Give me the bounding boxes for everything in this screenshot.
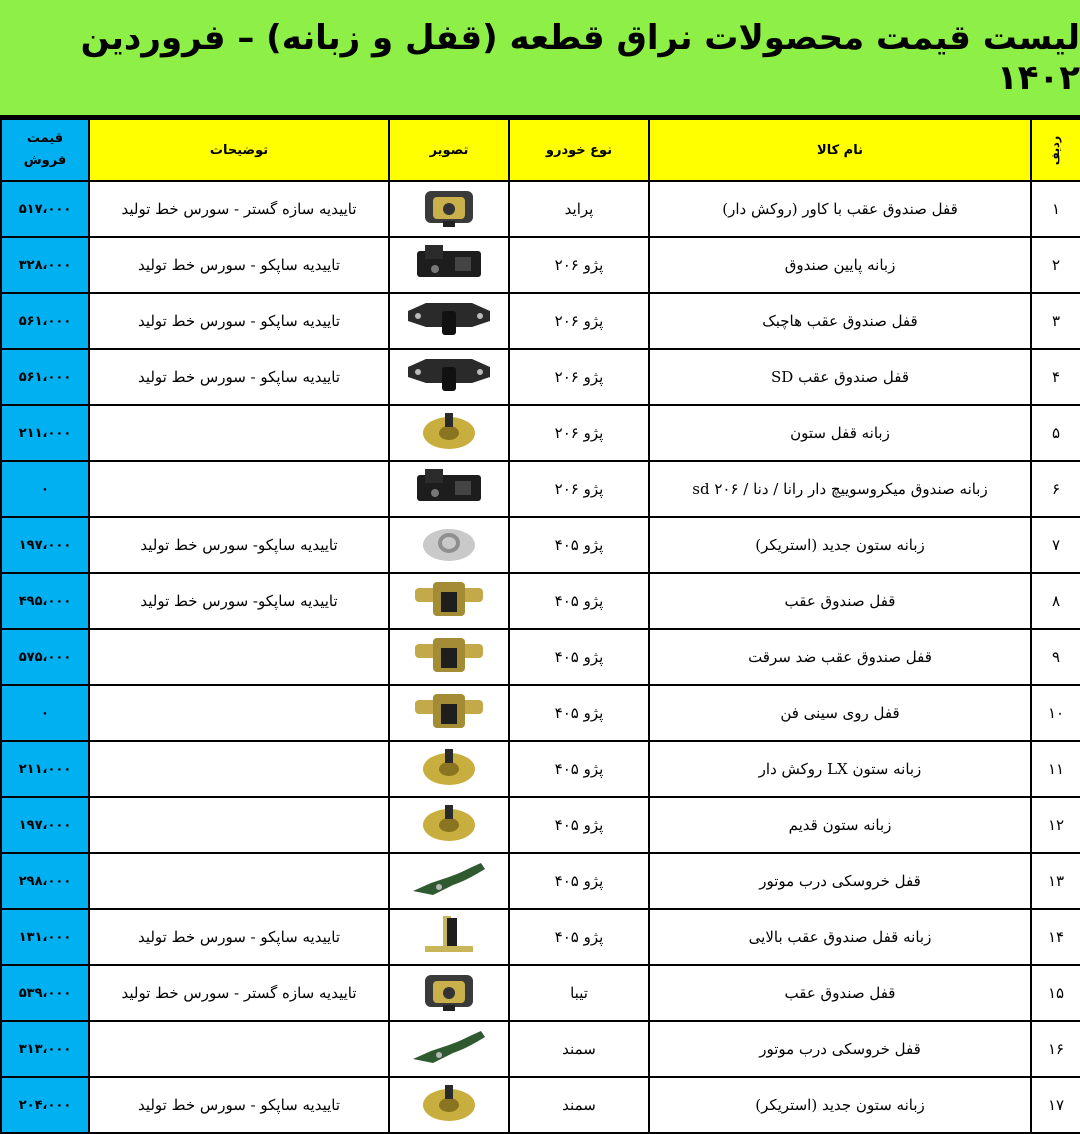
product-image bbox=[389, 1021, 509, 1077]
product-name: قفل صندوق عقب SD bbox=[649, 349, 1031, 405]
table-row bbox=[1, 461, 1080, 517]
silver-striker-icon bbox=[419, 521, 479, 569]
vehicle-type: پژو ۴۰۵ bbox=[509, 797, 649, 853]
product-notes bbox=[89, 461, 389, 517]
table-row bbox=[1, 405, 1080, 461]
row-index: ۷ bbox=[1031, 517, 1080, 573]
product-image bbox=[389, 685, 509, 741]
product-notes bbox=[89, 797, 389, 853]
vehicle-type: پژو ۴۰۵ bbox=[509, 909, 649, 965]
product-notes: تاییدیه سازه گستر - سورس خط تولید bbox=[89, 181, 389, 237]
product-name: زبانه صندوق میکروسوییچ دار رانا / دنا / ۲۰۶ sd bbox=[649, 461, 1031, 517]
table-row bbox=[1, 573, 1080, 629]
row-index: ۱۲ bbox=[1031, 797, 1080, 853]
product-name: قفل صندوق عقب bbox=[649, 965, 1031, 1021]
product-name: زبانه قفل ستون bbox=[649, 405, 1031, 461]
product-price: ۲۱۱،۰۰۰ bbox=[1, 405, 89, 461]
product-price: ۱۹۷،۰۰۰ bbox=[1, 797, 89, 853]
table-row bbox=[1, 181, 1080, 237]
vehicle-type: پراید bbox=[509, 181, 649, 237]
product-price: ۲۱۱،۰۰۰ bbox=[1, 741, 89, 797]
header-notes: توضیحات bbox=[89, 119, 389, 181]
header-name: نام کالا bbox=[649, 119, 1031, 181]
header-index: ردیف bbox=[1031, 119, 1080, 181]
row-index: ۹ bbox=[1031, 629, 1080, 685]
product-notes bbox=[89, 1021, 389, 1077]
row-index: ۱۱ bbox=[1031, 741, 1080, 797]
black-lock-plate-icon bbox=[404, 297, 494, 345]
table-row bbox=[1, 293, 1080, 349]
product-price: ۳۱۳،۰۰۰ bbox=[1, 1021, 89, 1077]
product-notes bbox=[89, 685, 389, 741]
product-image bbox=[389, 181, 509, 237]
vehicle-type: پژو ۲۰۶ bbox=[509, 405, 649, 461]
product-image bbox=[389, 405, 509, 461]
product-name: زبانه قفل صندوق عقب بالایی bbox=[649, 909, 1031, 965]
product-notes: تاییدیه ساپکو- سورس خط تولید bbox=[89, 517, 389, 573]
page-title: لیست قیمت محصولات نراق قطعه (قفل و زبانه) – فروردین ۱۴۰۲ bbox=[80, 17, 1080, 98]
price-table bbox=[0, 118, 1080, 1134]
product-price: ۳۲۸،۰۰۰ bbox=[1, 237, 89, 293]
product-name: قفل صندوق عقب ضد سرقت bbox=[649, 629, 1031, 685]
product-image bbox=[389, 853, 509, 909]
vehicle-type: پژو ۴۰۵ bbox=[509, 517, 649, 573]
product-price: ۵۷۵،۰۰۰ bbox=[1, 629, 89, 685]
product-price: ۵۶۱،۰۰۰ bbox=[1, 293, 89, 349]
table-row bbox=[1, 909, 1080, 965]
vehicle-type: تیبا bbox=[509, 965, 649, 1021]
row-index: ۴ bbox=[1031, 349, 1080, 405]
vehicle-type: سمند bbox=[509, 1077, 649, 1133]
product-name: زبانه ستون جدید (استریکر) bbox=[649, 517, 1031, 573]
product-price: ۱۳۱،۰۰۰ bbox=[1, 909, 89, 965]
row-index: ۱۰ bbox=[1031, 685, 1080, 741]
table-row bbox=[1, 741, 1080, 797]
green-hook-icon bbox=[409, 1025, 489, 1073]
product-name: قفل صندوق عقب هاچبک bbox=[649, 293, 1031, 349]
product-name: زبانه پایین صندوق bbox=[649, 237, 1031, 293]
title-bar bbox=[0, 0, 1080, 118]
header-image: تصویر bbox=[389, 119, 509, 181]
gold-lock-icon bbox=[411, 576, 487, 626]
green-hook-icon bbox=[409, 857, 489, 905]
row-index: ۵ bbox=[1031, 405, 1080, 461]
table-row bbox=[1, 1021, 1080, 1077]
product-image bbox=[389, 965, 509, 1021]
product-notes: تاییدیه ساپکو - سورس خط تولید bbox=[89, 1077, 389, 1133]
bracket-icon bbox=[417, 912, 481, 962]
black-lock-plate-icon bbox=[404, 353, 494, 401]
row-index: ۱۵ bbox=[1031, 965, 1080, 1021]
row-index: ۶ bbox=[1031, 461, 1080, 517]
vehicle-type: سمند bbox=[509, 1021, 649, 1077]
product-price: ۲۰۴،۰۰۰ bbox=[1, 1077, 89, 1133]
product-notes: تاییدیه ساپکو - سورس خط تولید bbox=[89, 909, 389, 965]
product-image bbox=[389, 237, 509, 293]
row-index: ۸ bbox=[1031, 573, 1080, 629]
table-row bbox=[1, 349, 1080, 405]
product-image bbox=[389, 1077, 509, 1133]
gold-striker-icon bbox=[419, 745, 479, 793]
product-price: ۲۹۸،۰۰۰ bbox=[1, 853, 89, 909]
table-row bbox=[1, 797, 1080, 853]
vehicle-type: پژو ۲۰۶ bbox=[509, 237, 649, 293]
table-row bbox=[1, 517, 1080, 573]
lock-with-cover-icon bbox=[417, 185, 481, 233]
table-row bbox=[1, 965, 1080, 1021]
black-latch-icon bbox=[411, 465, 487, 513]
row-index: ۱ bbox=[1031, 181, 1080, 237]
vehicle-type: پژو ۴۰۵ bbox=[509, 685, 649, 741]
row-index: ۱۷ bbox=[1031, 1077, 1080, 1133]
product-name: قفل صندوق عقب bbox=[649, 573, 1031, 629]
gold-striker-icon bbox=[419, 801, 479, 849]
table-row bbox=[1, 629, 1080, 685]
product-name: قفل خروسکی درب موتور bbox=[649, 1021, 1031, 1077]
vehicle-type: پژو ۴۰۵ bbox=[509, 741, 649, 797]
product-price: ۰ bbox=[1, 461, 89, 517]
row-index: ۳ bbox=[1031, 293, 1080, 349]
vehicle-type: پژو ۴۰۵ bbox=[509, 629, 649, 685]
product-notes: تاییدیه سازه گستر - سورس خط تولید bbox=[89, 965, 389, 1021]
gold-lock-icon bbox=[411, 632, 487, 682]
row-index: ۲ bbox=[1031, 237, 1080, 293]
product-name: قفل خروسکی درب موتور bbox=[649, 853, 1031, 909]
product-image bbox=[389, 461, 509, 517]
row-index: ۱۴ bbox=[1031, 909, 1080, 965]
product-price: ۵۳۹،۰۰۰ bbox=[1, 965, 89, 1021]
product-image bbox=[389, 573, 509, 629]
product-image bbox=[389, 517, 509, 573]
product-image bbox=[389, 629, 509, 685]
product-name: قفل صندوق عقب با کاور (روکش دار) bbox=[649, 181, 1031, 237]
gold-striker-icon bbox=[419, 1081, 479, 1129]
product-notes: تاییدیه ساپکو - سورس خط تولید bbox=[89, 293, 389, 349]
header-vehicle: نوع خودرو bbox=[509, 119, 649, 181]
product-price: ۱۹۷،۰۰۰ bbox=[1, 517, 89, 573]
product-image bbox=[389, 797, 509, 853]
vehicle-type: پژو ۲۰۶ bbox=[509, 293, 649, 349]
product-notes bbox=[89, 405, 389, 461]
table-row bbox=[1, 237, 1080, 293]
row-index: ۱۶ bbox=[1031, 1021, 1080, 1077]
product-image bbox=[389, 741, 509, 797]
product-image bbox=[389, 909, 509, 965]
product-price: ۰ bbox=[1, 685, 89, 741]
black-latch-icon bbox=[411, 241, 487, 289]
gold-striker-icon bbox=[419, 409, 479, 457]
product-image bbox=[389, 349, 509, 405]
product-price: ۵۶۱،۰۰۰ bbox=[1, 349, 89, 405]
vehicle-type: پژو ۴۰۵ bbox=[509, 853, 649, 909]
product-image bbox=[389, 293, 509, 349]
table-row bbox=[1, 853, 1080, 909]
header-price: قیمت فروش bbox=[1, 119, 89, 181]
product-notes bbox=[89, 853, 389, 909]
product-price: ۵۱۷،۰۰۰ bbox=[1, 181, 89, 237]
product-name: زبانه ستون قدیم bbox=[649, 797, 1031, 853]
product-name: زبانه ستون LX روکش دار bbox=[649, 741, 1031, 797]
header-row bbox=[1, 119, 1080, 181]
product-notes: تاییدیه ساپکو- سورس خط تولید bbox=[89, 573, 389, 629]
table-row bbox=[1, 685, 1080, 741]
vehicle-type: پژو ۲۰۶ bbox=[509, 461, 649, 517]
product-notes: تاییدیه ساپکو - سورس خط تولید bbox=[89, 237, 389, 293]
vehicle-type: پژو ۴۰۵ bbox=[509, 573, 649, 629]
lock-with-cover-icon bbox=[417, 969, 481, 1017]
vehicle-type: پژو ۲۰۶ bbox=[509, 349, 649, 405]
product-price: ۴۹۵،۰۰۰ bbox=[1, 573, 89, 629]
product-notes bbox=[89, 741, 389, 797]
row-index: ۱۳ bbox=[1031, 853, 1080, 909]
product-name: قفل روی سینی فن bbox=[649, 685, 1031, 741]
product-notes bbox=[89, 629, 389, 685]
gold-lock-icon bbox=[411, 688, 487, 738]
product-notes: تاییدیه ساپکو - سورس خط تولید bbox=[89, 349, 389, 405]
product-name: زبانه ستون جدید (استریکر) bbox=[649, 1077, 1031, 1133]
table-row bbox=[1, 1077, 1080, 1133]
